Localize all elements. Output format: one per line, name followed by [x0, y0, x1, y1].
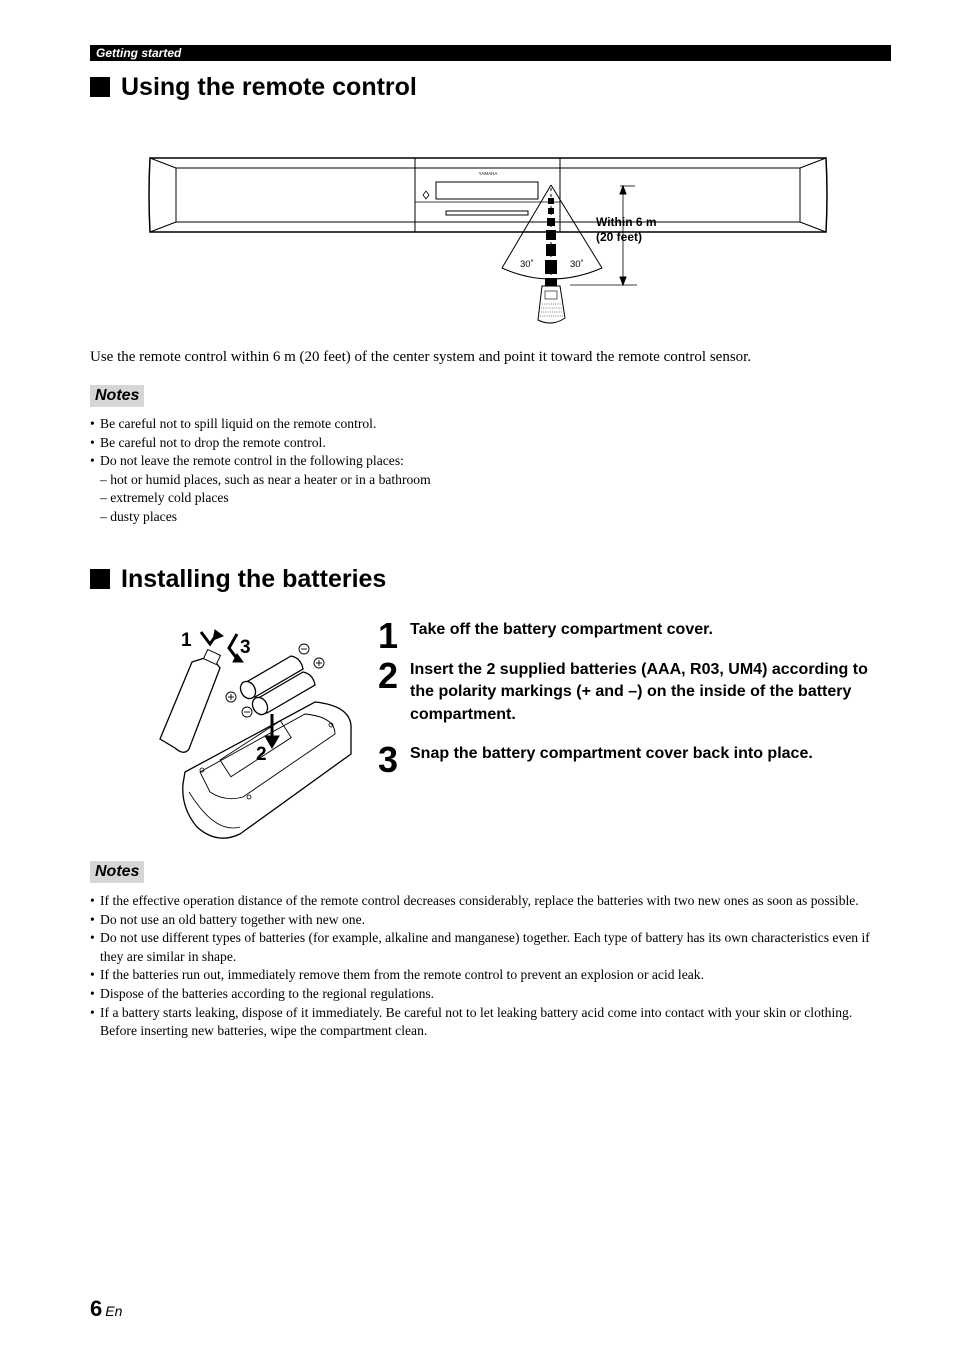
list-sub-item: – dusty places: [100, 508, 178, 524]
section-header-bar: [90, 45, 891, 61]
brand-mark: YAMAHA: [478, 171, 498, 176]
step-label-3: 3: [240, 637, 251, 658]
distance-label-line1: Within 6 m: [596, 215, 657, 229]
language-code: En: [105, 1303, 123, 1319]
step-text: Snap the battery compartment cover back into place.: [410, 745, 813, 762]
angle-right-label: 30˚: [570, 259, 584, 270]
step-label-1: 1: [181, 630, 192, 651]
list-item: • If the batteries run out, immediately remove them from the remote control to prevent an explosion or acid leak.: [90, 966, 890, 985]
remote-section-title: Using the remote control: [90, 72, 417, 102]
list-sub-item: – hot or humid places, such as near a heater or in a bathroom: [100, 471, 431, 487]
battery-notes-list: [90, 892, 890, 1041]
battery-cover: [160, 650, 220, 753]
battery-installation-illustration: [155, 622, 360, 847]
square-bullet-icon: [90, 569, 110, 589]
page-number: [90, 1296, 122, 1322]
battery-steps-list: [378, 615, 888, 782]
list-item: • If the effective operation distance of the remote control decreases considerably, replace the batteries with two new ones as soon as possible.: [90, 892, 890, 911]
step-number: 2: [378, 654, 399, 696]
page-number-value: 6: [90, 1296, 103, 1321]
list-item: • Do not use different types of batteries (for example, alkaline and manganese) together. Each type of battery has its own characteristics even if they are similar in shape.: [90, 929, 890, 966]
list-item: • Be careful not to drop the remote control.: [90, 434, 431, 453]
list-item: • If a battery starts leaking, dispose of it immediately. Be careful not to let leaking battery acid come into contact with your skin or clothing. Before inserting new batteries, wipe the compartment clean.: [90, 1004, 890, 1041]
center-system-unit: [149, 158, 827, 232]
remote-instruction-text: Use the remote control within 6 m (20 feet) of the center system and point it toward the remote control sensor.: [90, 349, 752, 365]
step-item: [378, 739, 888, 780]
step-item: [378, 654, 888, 727]
list-item: • Do not leave the remote control in the following places:: [90, 452, 431, 471]
list-item: • Be careful not to spill liquid on the remote control.: [90, 415, 431, 434]
distance-label-line2: (20 feet): [596, 230, 643, 244]
battery-section-title: Installing the batteries: [90, 564, 386, 594]
step-text: Take off the battery compartment cover.: [410, 621, 713, 638]
section-label: Getting started: [96, 46, 182, 60]
square-bullet-icon: [90, 77, 110, 97]
remote-control-icon: [538, 286, 565, 323]
notes-label-battery: Notes: [90, 861, 144, 883]
angle-left-label: 30˚: [520, 259, 534, 270]
remote-range-diagram: [140, 150, 840, 335]
step-number: 3: [378, 739, 399, 780]
remote-notes-list: [90, 415, 431, 527]
list-item: • Do not use an old battery together with new one.: [90, 911, 890, 930]
list-item: • Dispose of the batteries according to the regional regulations.: [90, 985, 890, 1004]
remote-sensor: [423, 191, 429, 199]
step-item: [378, 615, 888, 656]
step-number: 1: [378, 615, 399, 656]
step-label-2: 2: [256, 744, 267, 765]
notes-label-remote: Notes: [90, 385, 144, 407]
list-sub-item: – extremely cold places: [100, 490, 229, 506]
step-text: Insert the 2 supplied batteries (AAA, R03, UM4) according to the polarity markings (+ and –) on the inside of the battery compartment.: [410, 660, 868, 723]
remote-body: [183, 702, 351, 838]
